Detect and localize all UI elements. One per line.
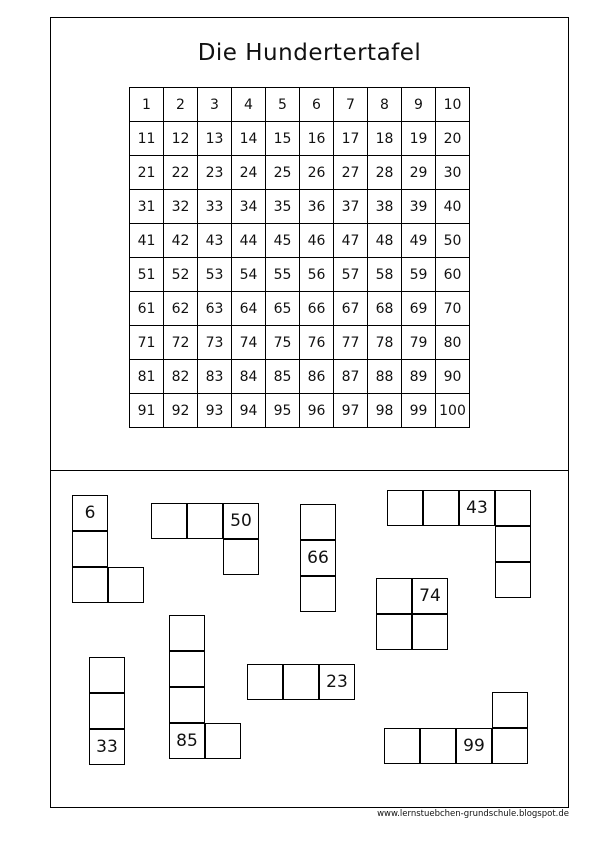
grid-cell: 55 — [266, 258, 300, 292]
grid-cell: 67 — [334, 292, 368, 326]
grid-cell: 43 — [198, 224, 232, 258]
grid-cell: 14 — [232, 122, 266, 156]
grid-cell: 61 — [130, 292, 164, 326]
grid-cell: 63 — [198, 292, 232, 326]
puzzle-empty-cell[interactable] — [412, 614, 448, 650]
grid-cell: 13 — [198, 122, 232, 156]
grid-cell: 29 — [402, 156, 436, 190]
grid-cell: 24 — [232, 156, 266, 190]
grid-cell: 53 — [198, 258, 232, 292]
grid-cell: 76 — [300, 326, 334, 360]
puzzle-given-cell: 66 — [300, 540, 336, 576]
grid-cell: 64 — [232, 292, 266, 326]
grid-cell: 95 — [266, 394, 300, 428]
grid-cell: 23 — [198, 156, 232, 190]
grid-cell: 52 — [164, 258, 198, 292]
grid-cell: 94 — [232, 394, 266, 428]
grid-cell: 80 — [436, 326, 470, 360]
puzzle-given-cell: 6 — [72, 495, 108, 531]
grid-cell: 35 — [266, 190, 300, 224]
grid-cell: 65 — [266, 292, 300, 326]
grid-cell: 4 — [232, 88, 266, 122]
grid-cell: 75 — [266, 326, 300, 360]
grid-cell: 22 — [164, 156, 198, 190]
grid-cell: 38 — [368, 190, 402, 224]
grid-cell: 82 — [164, 360, 198, 394]
grid-cell: 17 — [334, 122, 368, 156]
grid-cell: 89 — [402, 360, 436, 394]
grid-cell: 93 — [198, 394, 232, 428]
grid-cell: 73 — [198, 326, 232, 360]
grid-cell: 1 — [130, 88, 164, 122]
puzzle-empty-cell[interactable] — [72, 531, 108, 567]
grid-cell: 41 — [130, 224, 164, 258]
puzzle-empty-cell[interactable] — [151, 503, 187, 539]
puzzle-empty-cell[interactable] — [169, 615, 205, 651]
grid-cell: 58 — [368, 258, 402, 292]
grid-cell: 86 — [300, 360, 334, 394]
grid-cell: 97 — [334, 394, 368, 428]
puzzle-given-cell: 33 — [89, 729, 125, 765]
grid-cell: 3 — [198, 88, 232, 122]
grid-cell: 60 — [436, 258, 470, 292]
puzzle-empty-cell[interactable] — [89, 657, 125, 693]
grid-cell: 32 — [164, 190, 198, 224]
grid-cell: 36 — [300, 190, 334, 224]
grid-cell: 6 — [300, 88, 334, 122]
puzzle-empty-cell[interactable] — [492, 728, 528, 764]
puzzle-empty-cell[interactable] — [376, 614, 412, 650]
puzzle-empty-cell[interactable] — [169, 651, 205, 687]
puzzle-empty-cell[interactable] — [300, 576, 336, 612]
grid-cell: 96 — [300, 394, 334, 428]
puzzle-empty-cell[interactable] — [387, 490, 423, 526]
puzzle-empty-cell[interactable] — [89, 693, 125, 729]
grid-cell: 25 — [266, 156, 300, 190]
grid-cell: 44 — [232, 224, 266, 258]
grid-cell: 31 — [130, 190, 164, 224]
grid-cell: 47 — [334, 224, 368, 258]
grid-cell: 48 — [368, 224, 402, 258]
grid-cell: 11 — [130, 122, 164, 156]
grid-cell: 98 — [368, 394, 402, 428]
grid-cell: 92 — [164, 394, 198, 428]
puzzle-empty-cell[interactable] — [420, 728, 456, 764]
grid-cell: 26 — [300, 156, 334, 190]
grid-cell: 59 — [402, 258, 436, 292]
grid-cell: 27 — [334, 156, 368, 190]
grid-cell: 30 — [436, 156, 470, 190]
grid-cell: 28 — [368, 156, 402, 190]
puzzle-empty-cell[interactable] — [283, 664, 319, 700]
grid-cell: 57 — [334, 258, 368, 292]
grid-cell: 46 — [300, 224, 334, 258]
grid-cell: 54 — [232, 258, 266, 292]
grid-cell: 15 — [266, 122, 300, 156]
grid-cell: 72 — [164, 326, 198, 360]
puzzle-empty-cell[interactable] — [108, 567, 144, 603]
grid-cell: 87 — [334, 360, 368, 394]
grid-cell: 62 — [164, 292, 198, 326]
puzzle-empty-cell[interactable] — [495, 490, 531, 526]
grid-cell: 34 — [232, 190, 266, 224]
grid-cell: 71 — [130, 326, 164, 360]
grid-cell: 7 — [334, 88, 368, 122]
grid-cell: 5 — [266, 88, 300, 122]
puzzle-given-cell: 85 — [169, 723, 205, 759]
puzzle-given-cell: 99 — [456, 728, 492, 764]
grid-cell: 70 — [436, 292, 470, 326]
grid-cell: 79 — [402, 326, 436, 360]
grid-cell: 74 — [232, 326, 266, 360]
puzzle-empty-cell[interactable] — [495, 526, 531, 562]
grid-cell: 78 — [368, 326, 402, 360]
grid-cell: 45 — [266, 224, 300, 258]
puzzle-given-cell: 74 — [412, 578, 448, 614]
grid-cell: 40 — [436, 190, 470, 224]
grid-cell: 10 — [436, 88, 470, 122]
puzzle-empty-cell[interactable] — [492, 692, 528, 728]
grid-cell: 50 — [436, 224, 470, 258]
grid-cell: 66 — [300, 292, 334, 326]
puzzle-empty-cell[interactable] — [384, 728, 420, 764]
grid-cell: 33 — [198, 190, 232, 224]
grid-cell: 49 — [402, 224, 436, 258]
grid-cell: 68 — [368, 292, 402, 326]
worksheet-title: Die Hundertertafel — [197, 40, 422, 66]
puzzle-empty-cell[interactable] — [72, 567, 108, 603]
grid-cell: 18 — [368, 122, 402, 156]
grid-cell: 88 — [368, 360, 402, 394]
grid-cell: 81 — [130, 360, 164, 394]
grid-cell: 84 — [232, 360, 266, 394]
puzzle-empty-cell[interactable] — [423, 490, 459, 526]
grid-cell: 99 — [402, 394, 436, 428]
puzzle-empty-cell[interactable] — [376, 578, 412, 614]
puzzle-given-cell: 23 — [319, 664, 355, 700]
grid-cell: 20 — [436, 122, 470, 156]
puzzle-empty-cell[interactable] — [205, 723, 241, 759]
puzzle-empty-cell[interactable] — [495, 562, 531, 598]
grid-cell: 39 — [402, 190, 436, 224]
grid-cell: 37 — [334, 190, 368, 224]
grid-cell: 51 — [130, 258, 164, 292]
grid-cell: 90 — [436, 360, 470, 394]
grid-cell: 12 — [164, 122, 198, 156]
grid-cell: 2 — [164, 88, 198, 122]
grid-cell: 77 — [334, 326, 368, 360]
grid-cell: 56 — [300, 258, 334, 292]
grid-cell: 69 — [402, 292, 436, 326]
grid-cell: 9 — [402, 88, 436, 122]
puzzle-given-cell: 50 — [223, 503, 259, 539]
grid-cell: 91 — [130, 394, 164, 428]
grid-cell: 16 — [300, 122, 334, 156]
grid-cell: 8 — [368, 88, 402, 122]
grid-cell: 42 — [164, 224, 198, 258]
puzzle-given-cell: 43 — [459, 490, 495, 526]
grid-cell: 19 — [402, 122, 436, 156]
grid-cell: 85 — [266, 360, 300, 394]
puzzle-empty-cell[interactable] — [300, 504, 336, 540]
footer-url: www.lernstuebchen-grundschule.blogspot.de — [377, 809, 569, 819]
puzzle-empty-cell[interactable] — [187, 503, 223, 539]
grid-cell: 83 — [198, 360, 232, 394]
grid-cell: 100 — [436, 394, 470, 428]
puzzle-empty-cell[interactable] — [247, 664, 283, 700]
puzzle-empty-cell[interactable] — [169, 687, 205, 723]
grid-cell: 21 — [130, 156, 164, 190]
puzzle-empty-cell[interactable] — [223, 539, 259, 575]
